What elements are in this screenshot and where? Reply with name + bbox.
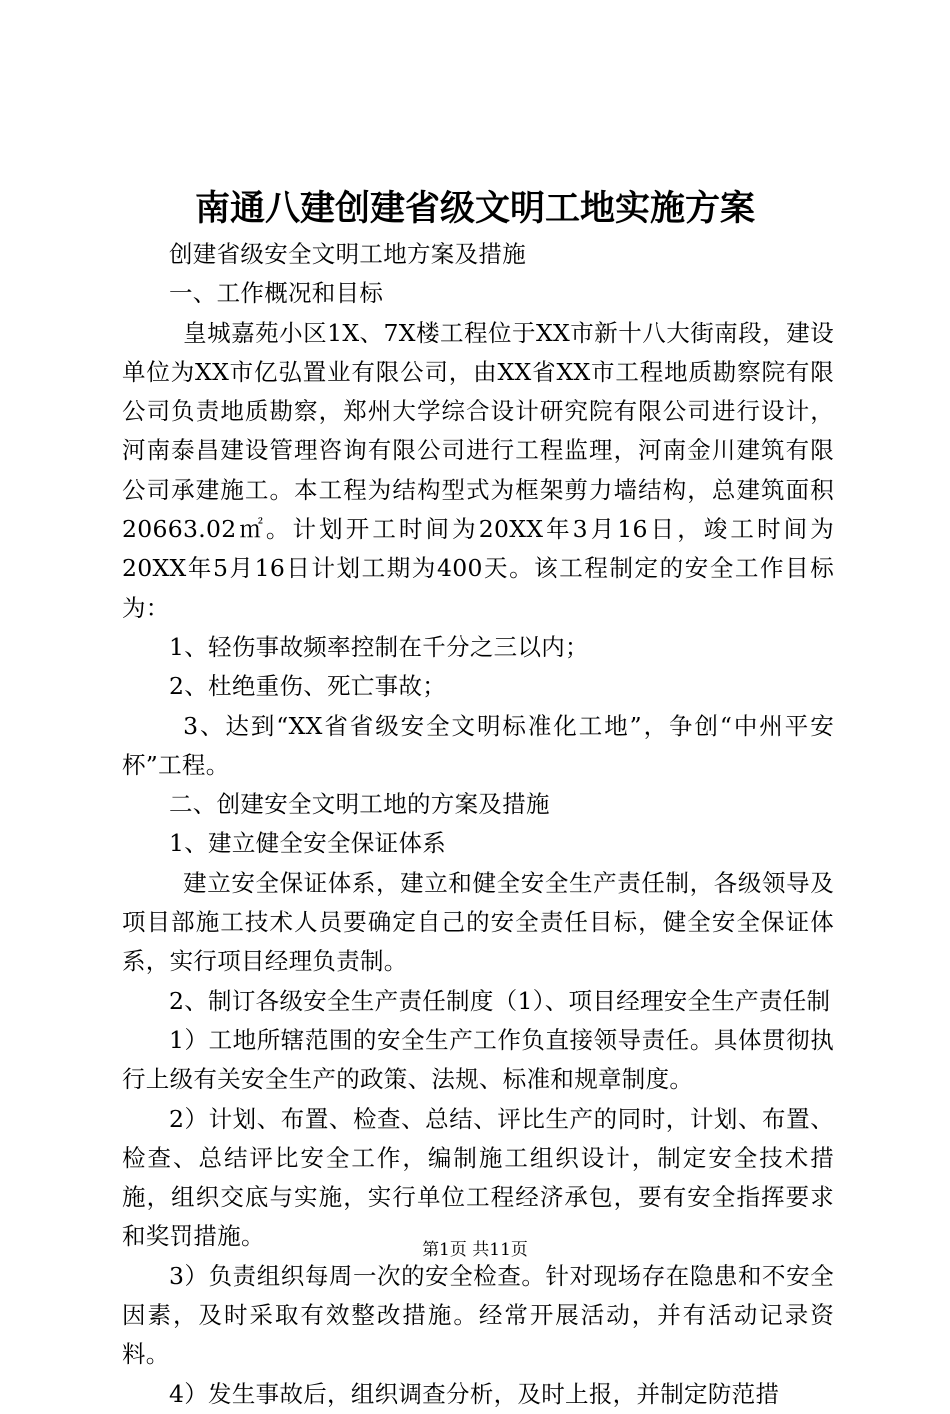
paragraph-duty-2: 2）计划、布置、检查、总结、评比生产的同时，计划、布置、检查、总结评比安全工作，编制施工组织设计，制定安全技术措施，组织交底与实施，实行单位工程经济承包，要有安全指挥要求和奖罚措施。 xyxy=(122,1104,834,1251)
subsection-heading-2: 2、制订各级安全生产责任制度（1）、项目经理安全生产责任制 xyxy=(169,986,831,1015)
section-heading-1: 一、工作概况和目标 xyxy=(169,279,384,308)
list-item-goal-1: 1、轻伤事故频率控制在千分之三以内； xyxy=(169,632,589,661)
paragraph-duty-4: 4）发生事故后，组织调查分析，及时上报，并制定防范措 xyxy=(169,1379,780,1408)
paragraph-duty-3: 3）负责组织每周一次的安全检查。针对现场存在隐患和不安全因素，及时采取有效整改措施。经常开展活动，并有活动记录资料。 xyxy=(122,1261,834,1369)
document-title: 南通八建创建省级文明工地实施方案 xyxy=(194,188,755,229)
paragraph-safety-system: 建立安全保证体系，建立和健全安全生产责任制，各级领导及项目部施工技术人员要确定自己的安全责任目标，健全安全保证体系，实行项目经理负责制。 xyxy=(122,868,834,976)
section-heading-2: 二、创建安全文明工地的方案及措施 xyxy=(169,790,550,819)
list-item-goal-2: 2、杜绝重伤、死亡事故； xyxy=(169,672,447,701)
paragraph-duty-1: 1）工地所辖范围的安全生产工作负直接领导责任。具体贯彻执行上级有关安全生产的政策、法规、标准和规章制度。 xyxy=(122,1025,834,1094)
page-number: 第1页 共11页 xyxy=(422,1240,528,1260)
list-item-goal-3: 3、达到“XX省省级安全文明标准化工地”，争创“中州平安杯”工程。 xyxy=(122,711,834,779)
paragraph-subtitle: 创建省级安全文明工地方案及措施 xyxy=(169,240,526,268)
paragraph-overview: 皇城嘉苑小区1X、7X楼工程位于XX市新十八大街南段，建设单位为XX市亿弘置业有限公司，由XX省XX市工程地质勘察院有限公司负责地质勘察，郑州大学综合设计研究院有限公司进行设计，河南泰昌建设管理咨询有限公司进行工程监理，河南金川建筑有限公司承建施工。本工程为结构型式为框架剪力墙结构，总建筑面积20663.02㎡。计划开工时间为20XX年3月16日，竣工时间为20XX年5月16日计划工期为400天。该工程制定的安全工作目标为： xyxy=(122,318,834,622)
subsection-heading-1: 1、建立健全安全保证体系 xyxy=(169,829,447,858)
